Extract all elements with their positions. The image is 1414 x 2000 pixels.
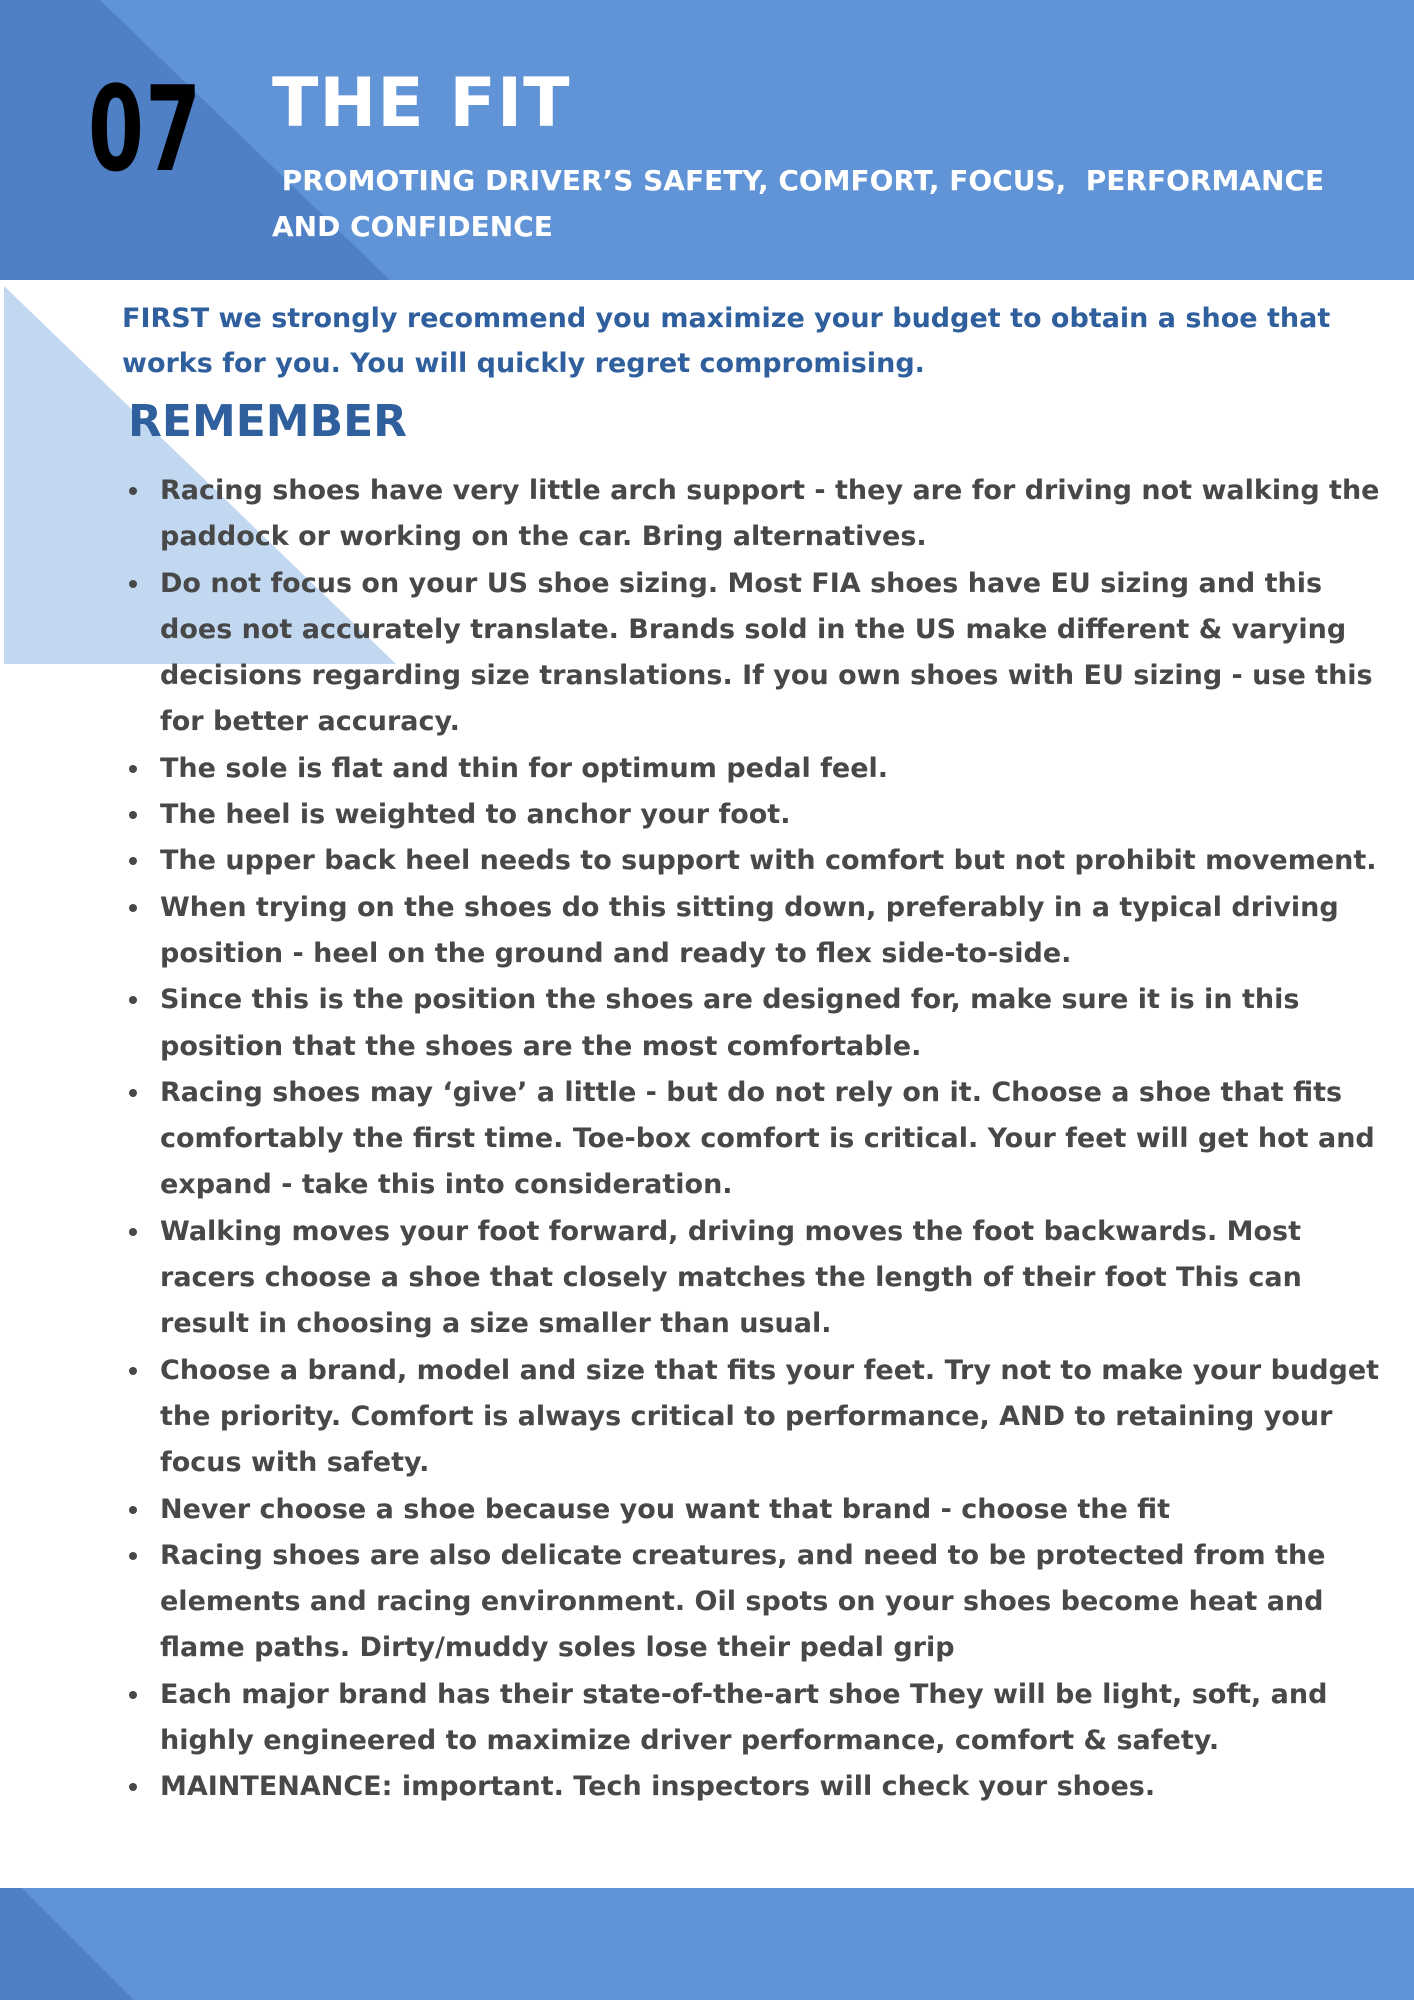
intro-paragraph: FIRST we strongly recommend you maximize your budget to obtain a shoe that works for you. You will quickly regret compromising. — [122, 303, 1331, 379]
footer-banner — [0, 1888, 1414, 2000]
list-item: Do not focus on your US shoe sizing. Most FIA shoes have EU sizing and this does not accurately translate. Brands sold in the US make different & varying decisions regarding size translations. If you own shoes with EU sizing - use this for better accuracy. — [160, 561, 1400, 746]
page-title: THE FIT — [272, 64, 571, 143]
list-item: The heel is weighted to anchor your foot. — [160, 792, 1400, 838]
list-item: Never choose a shoe because you want that brand - choose the fit — [160, 1487, 1400, 1533]
list-item: Walking moves your foot forward, driving moves the foot backwards. Most racers choose a shoe that closely matches the length of their foot This can result in choosing a size smaller than usual. — [160, 1209, 1400, 1348]
list-item: Choose a brand, model and size that fits your feet. Try not to make your budget the priority. Comfort is always critical to performance, AND to retaining your focus with safety. — [160, 1348, 1400, 1487]
list-item: Each major brand has their state-of-the-art shoe They will be light, soft, and highly engineered to maximize driver performance, comfort & safety. — [160, 1672, 1400, 1765]
list-item: The sole is flat and thin for optimum pedal feel. — [160, 746, 1400, 792]
list-item: MAINTENANCE: important. Tech inspectors will check your shoes. — [160, 1764, 1400, 1810]
page-subtitle: PROMOTING DRIVER’S SAFETY, COMFORT, FOCUS, PERFORMANCE AND CONFIDENCE — [272, 164, 1334, 243]
list-item: Racing shoes may ‘give’ a little - but do not rely on it. Choose a shoe that fits comfortably the first time. Toe-box comfort is critical. Your feet will get hot and expand - take this into consideration. — [160, 1070, 1400, 1209]
section-heading: REMEMBER — [128, 396, 408, 447]
header-banner — [0, 0, 1414, 280]
list-item: The upper back heel needs to support with comfort but not prohibit movement. — [160, 838, 1400, 884]
list-item: Racing shoes have very little arch support - they are for driving not walking the paddock or working on the car. Bring alternatives. — [160, 468, 1400, 561]
bullet-list — [122, 468, 1400, 1811]
footer-decorative-triangle — [0, 1888, 140, 2000]
list-item: When trying on the shoes do this sitting down, preferably in a typical driving position - heel on the ground and ready to flex side-to-side. — [160, 885, 1400, 978]
list-item: Racing shoes are also delicate creatures, and need to be protected from the elements and racing environment. Oil spots on your shoes become heat and flame paths. Dirty/muddy soles lose their pedal grip — [160, 1533, 1400, 1672]
chapter-number: 07 — [88, 60, 203, 198]
list-item: Since this is the position the shoes are designed for, make sure it is in this position that the shoes are the most comfortable. — [160, 977, 1400, 1070]
